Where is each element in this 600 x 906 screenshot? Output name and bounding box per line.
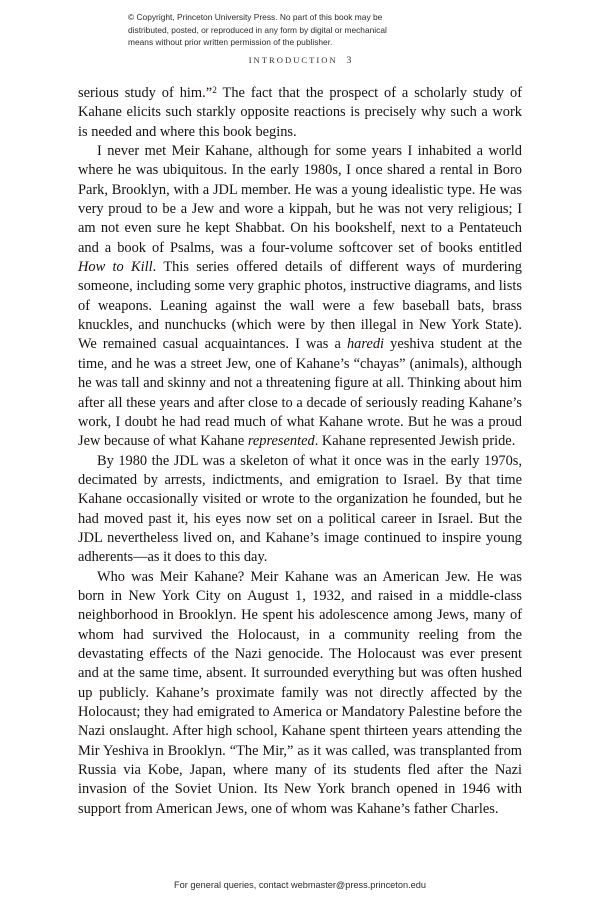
- term-haredi: haredi: [346, 336, 385, 353]
- paragraph-2-segment-1: I never met Meir Kahane, although for some years I inhabited a world where he was ubiquitous. In the early 1980s, I once shared a rental in Boro Park, Brooklyn, with a JDL member. He was a young idealistic type. He was very proud to be a Jew and wore a kippah, but he was not very religious; I am not even sure he kept Shabbat. On his bookshelf, next to a Pentateuch and a book of Psalms, was a four-volume softcover set of books entitled: [78, 143, 522, 256]
- page-number: 3: [346, 56, 352, 66]
- footnote-reference-2[interactable]: 2: [212, 84, 217, 95]
- paragraph-4: Who was Meir Kahane? Meir Kahane was an American Jew. He was born in New York City on August 1, 1932, and raised in a middle-class neighborhood in Brooklyn. He spent his adolescence among Jews, many of whom had survived the Holocaust, in a community reeling from the devastating effects of the Nazi genocide. The Holocaust was ever present and at the same time, absent. It surrounded everything but was often hushed up publicly. Kahane’s proximate family was not directly affected by the Holocaust; they had emigrated to America or Mandatory Palestine before the Nazi onslaught. After high school, Kahane spent thirteen years attending the Mir Yeshiva in Brooklyn. “The Mir,” as it was called, was transplanted from Russia via Kobe, Japan, where many of its students fled after the Nazi invasion of the Soviet Union. Its New York branch opened in 1946 with support from American Jews, one of whom was Kahane’s father Charles.: [78, 568, 522, 817]
- paragraph-1-text-after-note: The fact that the prospect of a scholarly study of Kahane elicits such starkly opposite reactions is precisely why such a work is needed and where this book begins.: [78, 85, 522, 140]
- copyright-line-3: means without prior written permission of the publisher.: [128, 37, 333, 48]
- footer-queries-text: For general queries, contact webmaster@press.princeton.edu: [174, 880, 426, 890]
- running-head-chapter-label: INTRODUCTION: [248, 55, 338, 65]
- copyright-line-1: © Copyright, Princeton University Press. No part of this book may be: [128, 12, 383, 22]
- paragraph-continuation: [78, 84, 522, 142]
- paragraph-2: [78, 142, 522, 452]
- body-text-block: [78, 84, 522, 819]
- book-title-how-to-kill: How to Kill: [78, 259, 153, 276]
- paragraph-2-segment-4: . Kahane represented Jewish pride.: [314, 433, 516, 450]
- paragraph-3: By 1980 the JDL was a skeleton of what it once was in the early 1970s, decimated by arrests, indictments, and emigration to Israel. By that time Kahane occasionally visited or wrote to the organization he founded, but he had moved past it, his eyes now set on a political career in Israel. But the JDL nevertheless lived on, and Kahane’s image continued to inspire young adherents—as it does to this day.: [78, 452, 522, 566]
- copyright-notice: [128, 11, 472, 49]
- page-footer: [0, 880, 600, 890]
- paragraph-2-segment-2: . This series offered details of different ways of murdering someone, including some very graphic photos, instructive diagrams, and lists of weapons. Leaning against the wall were a few baseball bats, brass knuckles, and nunchucks (which were by then illegal in New York State). We remained casual acquaintances. I was a: [78, 259, 523, 353]
- paragraph-1-text-before-note: serious study of him.”: [78, 85, 213, 101]
- emphasis-represented: represented: [247, 433, 315, 450]
- copyright-line-2: distributed, posted, or reproduced in any form by digital or mechanical: [128, 24, 387, 35]
- running-head: [0, 55, 600, 66]
- paragraph-2-segment-3: yeshiva student at the time, and he was a street Jew, one of Kahane’s “chayas” (animals), although he was tall and skinny and not a threatening figure at all. Thinking about him after all these years and after close to a decade of seriously reading Kahane’s work, I doubt he had read much of what Kahane wrote. But he was a proud Jew because of what Kahane: [78, 336, 522, 450]
